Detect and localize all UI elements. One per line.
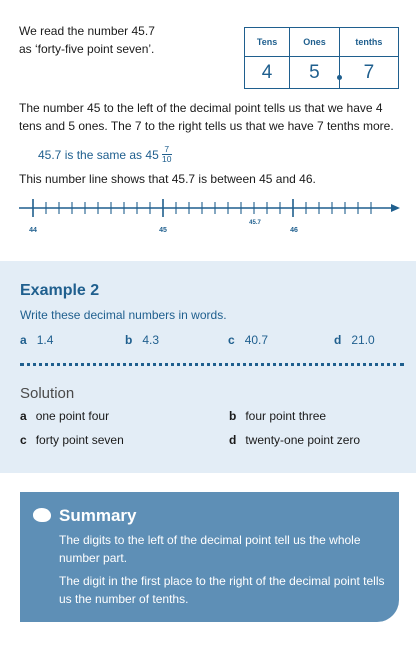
header-ones: Ones	[290, 28, 340, 57]
solution-title: Solution	[20, 385, 75, 402]
item-letter: a	[20, 333, 27, 347]
item-letter: c	[228, 333, 235, 347]
example-instruction: Write these decimal numbers in words.	[20, 308, 227, 322]
item-letter: b	[229, 409, 237, 423]
explanation-paragraph: The number 45 to the left of the decimal point tells us that we have 4 tens and 5 ones. The 7 to the right tells us that we have 7 tenths more.	[19, 101, 394, 133]
summary-point-1: The digits to the left of the decimal point tell us the whole number part.	[59, 533, 361, 565]
example-item-c	[228, 333, 268, 347]
fraction	[162, 145, 172, 164]
fraction-numerator: 7	[164, 144, 170, 154]
item-value: 1.4	[36, 333, 54, 347]
item-letter: b	[125, 333, 133, 347]
item-text: forty point seven	[35, 433, 124, 447]
equivalence-statement	[38, 145, 172, 164]
header-tens: Tens	[245, 28, 290, 57]
example-item-d	[334, 333, 375, 347]
intro-line-2: as ‘forty-five point seven’.	[19, 42, 155, 56]
item-letter: d	[334, 333, 342, 347]
item-value: 4.3	[142, 333, 160, 347]
label-45: 45	[159, 227, 167, 234]
solution-item-c	[20, 433, 124, 447]
number-line-caption: This number line shows that 45.7 is between 45 and 46.	[19, 172, 316, 186]
summary-title: Summary	[59, 506, 137, 525]
digit-ones: 5	[309, 61, 320, 83]
header-tenths: tenths	[339, 28, 398, 57]
item-value: 40.7	[244, 333, 269, 347]
digit-ones-cell	[290, 57, 340, 89]
intro-text	[19, 22, 155, 58]
equivalence-text: 45.7 is the same as 45	[38, 147, 159, 162]
item-text: four point three	[245, 409, 327, 423]
solution-item-b	[229, 409, 326, 423]
label-45-7: 45.7	[249, 220, 261, 226]
item-letter: a	[20, 409, 27, 423]
fraction-denominator: 10	[162, 154, 172, 164]
label-46: 46	[290, 227, 298, 234]
example-title: Example 2	[20, 282, 100, 299]
item-text: one point four	[35, 409, 110, 423]
item-letter: d	[229, 433, 237, 447]
example-item-a	[20, 333, 53, 347]
intro-line-1: We read the number 45.7	[19, 24, 155, 38]
solution-item-a	[20, 409, 109, 423]
example-item-b	[125, 333, 159, 347]
number-line-arrow	[391, 204, 400, 212]
dotted-divider	[20, 363, 404, 366]
digit-tens: 4	[245, 57, 290, 89]
decimal-point-dot	[337, 75, 342, 80]
summary-point-2: The digit in the first place to the right of the decimal point tells us the number of tenths.	[59, 574, 385, 606]
item-value: 21.0	[351, 333, 375, 347]
solution-item-d	[229, 433, 360, 447]
number-line	[14, 194, 404, 238]
digit-tenths: 7	[339, 57, 398, 89]
label-44: 44	[29, 227, 37, 234]
place-value-table	[244, 27, 399, 89]
item-letter: c	[20, 433, 27, 447]
item-text: twenty-one point zero	[245, 433, 361, 447]
summary-blob-icon	[33, 508, 51, 522]
